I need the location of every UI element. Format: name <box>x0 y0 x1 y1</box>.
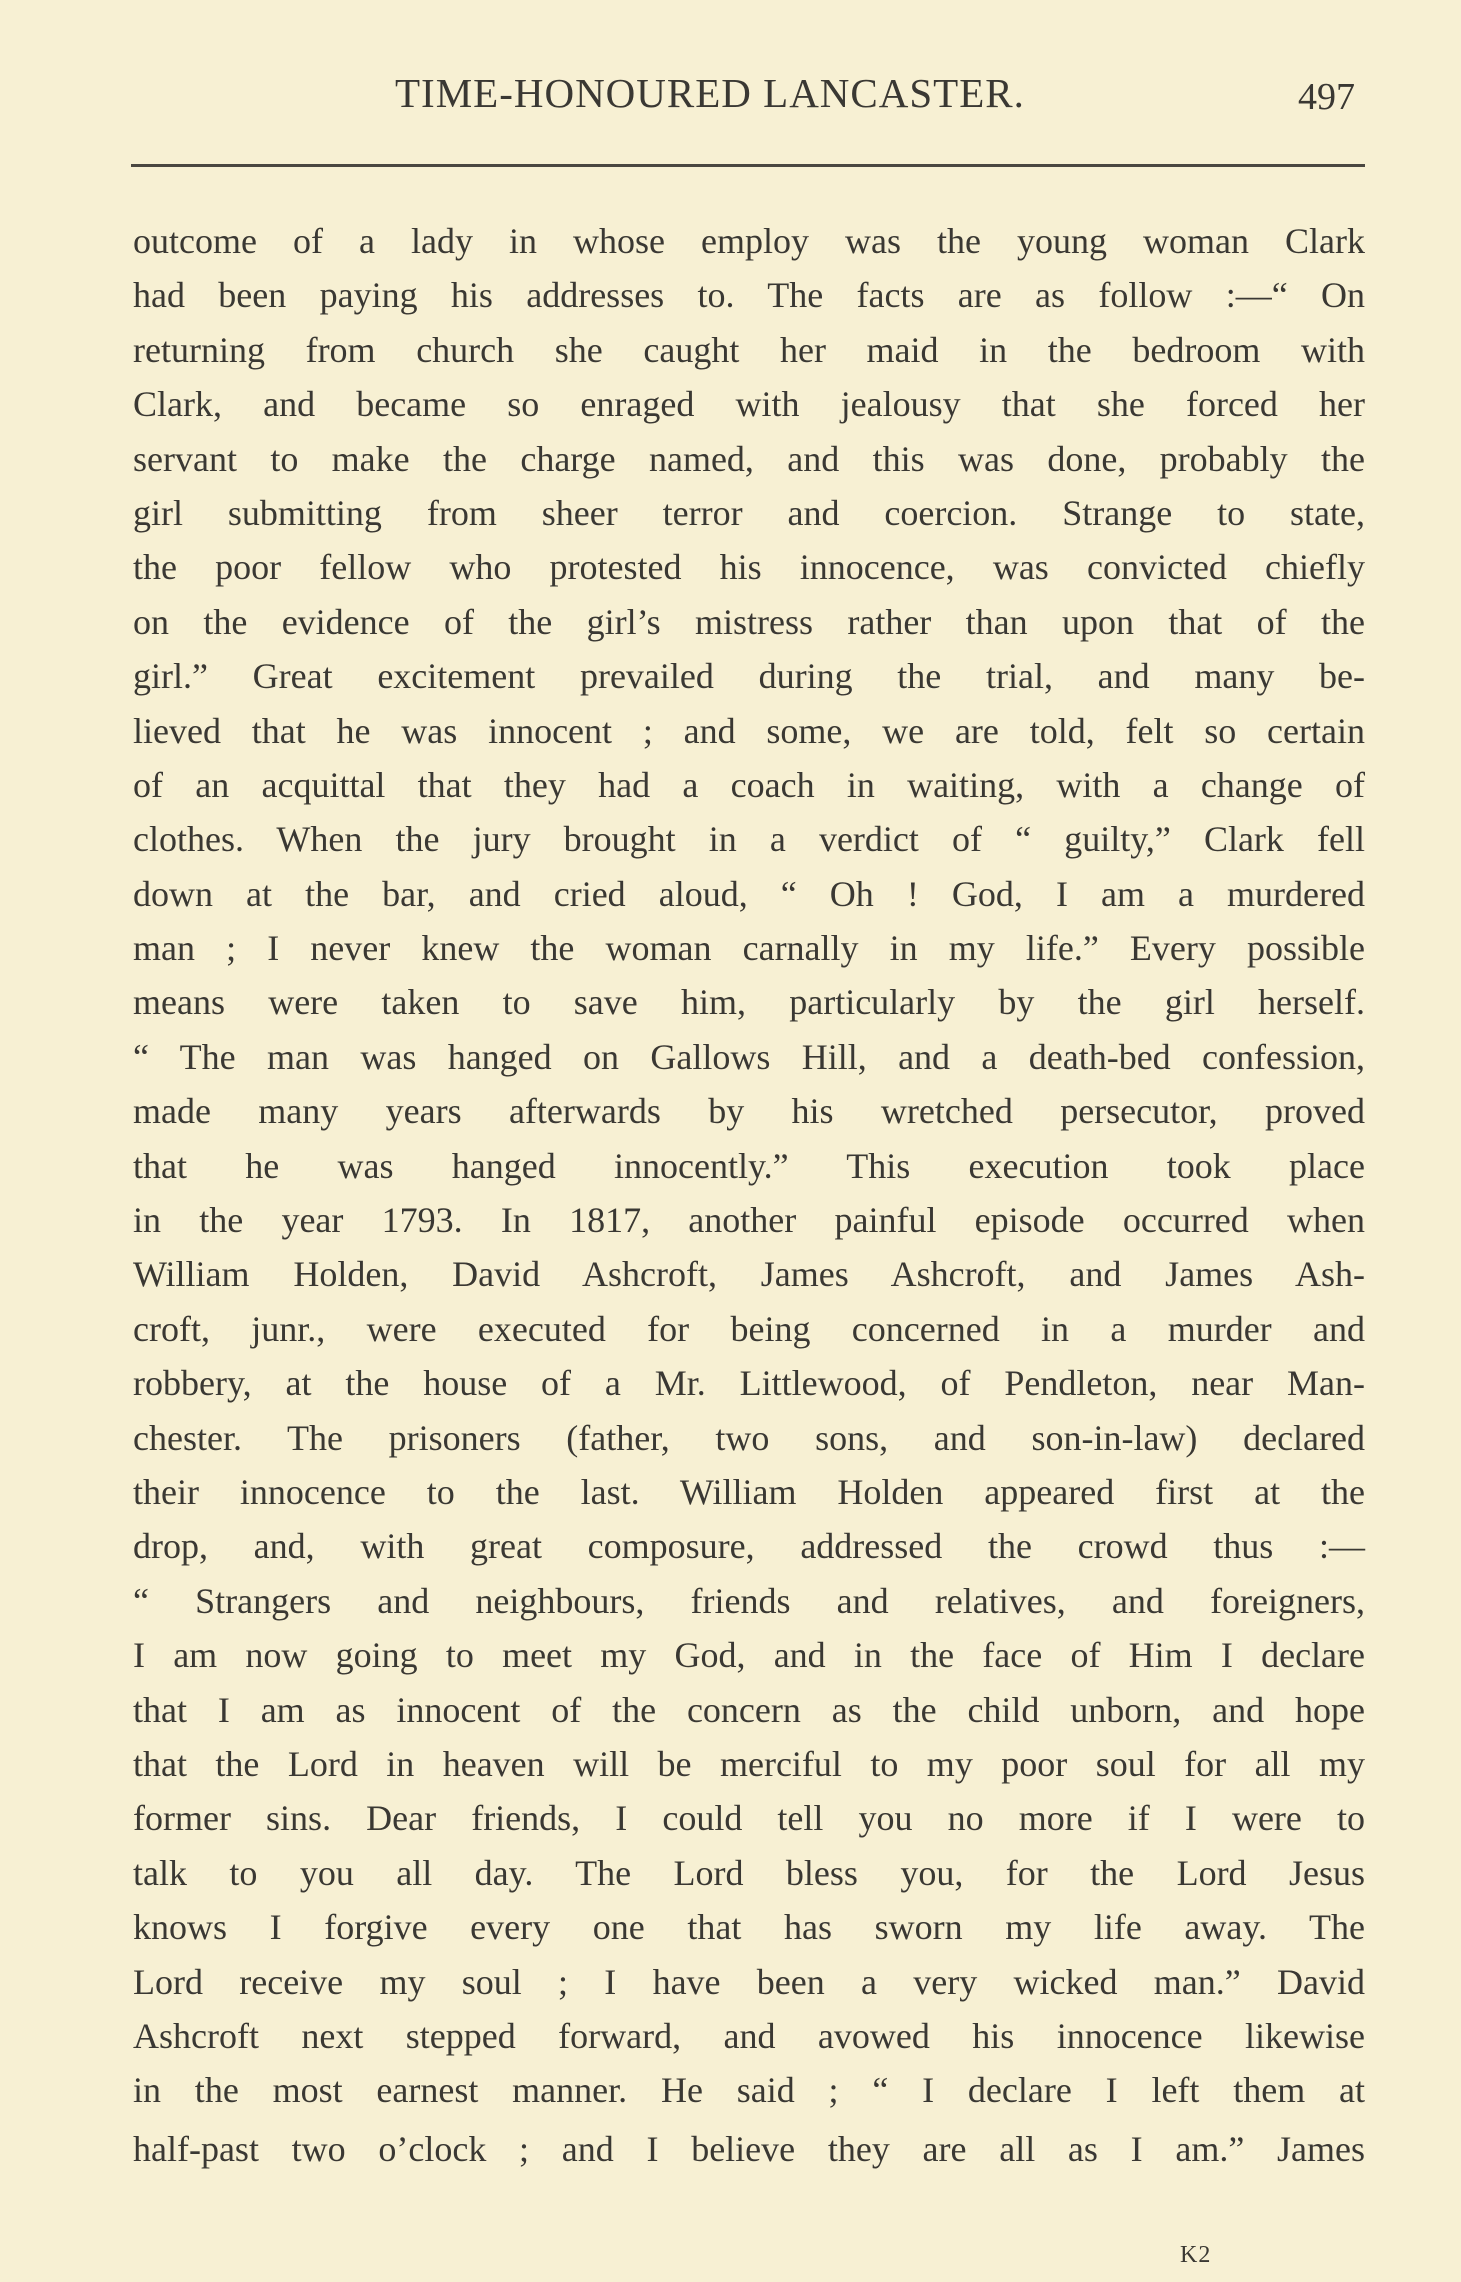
text-line: chester. The prisoners (father, two sons, and son-in-law) declared <box>133 1417 1365 1458</box>
text-line: knows I forgive every one that has sworn my life away. The <box>133 1907 1365 1948</box>
text-line: I am now going to meet my God, and in the face of Him I declare <box>133 1635 1365 1676</box>
text-line: of an acquittal that they had a coach in waiting, with a change of <box>133 764 1365 805</box>
text-line: on the evidence of the girl’s mistress rather than upon that of the <box>133 601 1365 642</box>
text-line: that he was hanged innocently.” This execution took place <box>133 1145 1365 1186</box>
running-title: TIME-HONOURED LANCASTER. <box>395 70 1025 116</box>
text-line: man ; I never knew the woman carnally in my life.” Every possible <box>133 928 1365 969</box>
text-line: croft, junr., were executed for being concerned in a murder and <box>133 1308 1365 1349</box>
text-line: means were taken to save him, particularly by the girl herself. <box>133 982 1365 1023</box>
text-line: in the year 1793. In 1817, another painful episode occurred when <box>133 1200 1365 1241</box>
text-line: talk to you all day. The Lord bless you, for the Lord Jesus <box>133 1852 1365 1893</box>
page-header <box>0 58 1461 128</box>
text-line: girl.” Great excitement prevailed during the trial, and many be- <box>133 656 1365 697</box>
signature-mark: K2 <box>1180 2242 1212 2268</box>
text-line: Clark, and became so enraged with jealousy that she forced her <box>133 384 1365 425</box>
text-line: drop, and, with great composure, addressed the crowd thus :— <box>133 1526 1365 1567</box>
text-line: William Holden, David Ashcroft, James Ashcroft, and James Ash- <box>133 1254 1365 1295</box>
text-line: that I am as innocent of the concern as the child unborn, and hope <box>133 1689 1365 1730</box>
text-line: had been paying his addresses to. The facts are as follow :—“ On <box>133 275 1365 316</box>
text-line: “ The man was hanged on Gallows Hill, and a death-bed confession, <box>133 1036 1365 1077</box>
text-line: down at the bar, and cried aloud, “ Oh ! God, I am a murdered <box>133 873 1365 914</box>
text-line: servant to make the charge named, and this was done, probably the <box>133 438 1365 479</box>
text-line: outcome of a lady in whose employ was the young woman Clark <box>133 221 1365 261</box>
text-line: girl submitting from sheer terror and coercion. Strange to state, <box>133 492 1365 533</box>
text-line: clothes. When the jury brought in a verdict of “ guilty,” Clark fell <box>133 819 1365 860</box>
text-line: robbery, at the house of a Mr. Littlewood, of Pendleton, near Man- <box>133 1363 1365 1404</box>
text-line: Ashcroft next stepped forward, and avowed his innocence likewise <box>133 2015 1365 2056</box>
text-line: made many years afterwards by his wretched persecutor, proved <box>133 1091 1365 1132</box>
text-line: returning from church she caught her maid in the bedroom with <box>133 329 1365 370</box>
text-line: their innocence to the last. William Holden appeared first at the <box>133 1471 1365 1512</box>
text-line: Lord receive my soul ; I have been a very wicked man.” David <box>133 1961 1365 2002</box>
page-number: 497 <box>1298 76 1355 118</box>
body-text <box>133 214 1365 2176</box>
header-rule <box>131 164 1365 167</box>
text-line: the poor fellow who protested his innocence, was convicted chiefly <box>133 547 1365 588</box>
text-line: that the Lord in heaven will be merciful to my poor soul for all my <box>133 1743 1365 1784</box>
text-line: half-past two o’clock ; and I believe they are all as I am.” James <box>133 2128 1365 2169</box>
text-line: “ Strangers and neighbours, friends and relatives, and foreigners, <box>133 1580 1365 1621</box>
text-line: in the most earnest manner. He said ; “ I declare I left them at <box>133 2070 1365 2111</box>
text-line: former sins. Dear friends, I could tell you no more if I were to <box>133 1798 1365 1839</box>
text-line: lieved that he was innocent ; and some, we are told, felt so certain <box>133 710 1365 751</box>
